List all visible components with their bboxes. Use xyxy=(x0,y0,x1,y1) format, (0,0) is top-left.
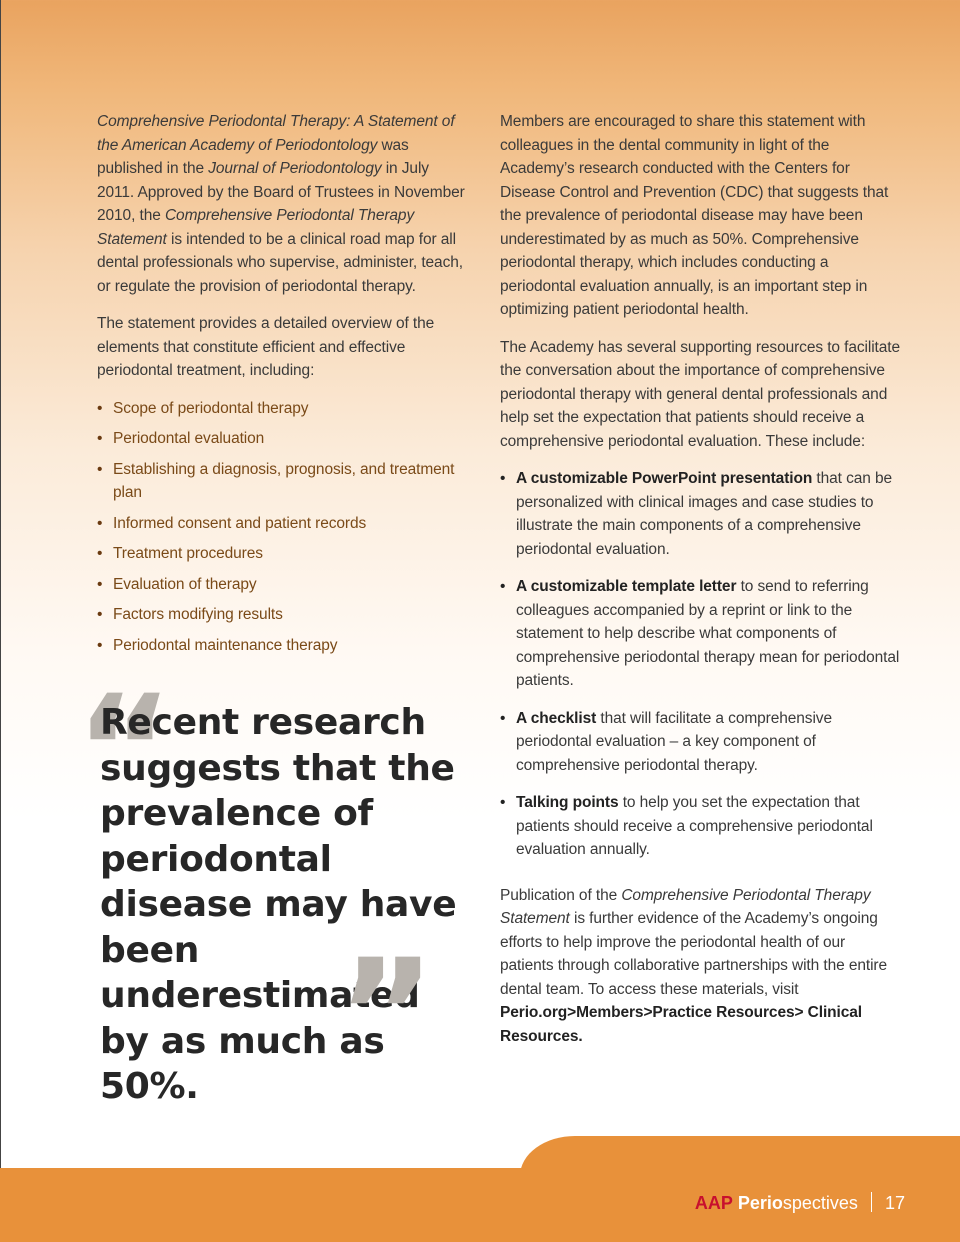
publication-text-continued: is further evidence of the Academy’s ongoing efforts to help improve the periodontal health of our patients through collaborative partnerships with the entire dental team. To access these materials, visit xyxy=(500,910,887,998)
resource-item xyxy=(500,791,900,862)
resources-list xyxy=(500,467,900,862)
intro-text: was published in the xyxy=(97,136,409,177)
publication-text: Publication of the xyxy=(500,886,622,904)
list-item: • Scope of periodontal therapy xyxy=(97,397,467,421)
left-column xyxy=(97,110,467,664)
statement-title: Comprehensive Periodontal Therapy Statement xyxy=(500,886,871,927)
right-column xyxy=(500,110,900,1062)
resource-title: A customizable template letter xyxy=(516,578,737,595)
list-item: • Periodontal evaluation xyxy=(97,427,467,451)
publication-paragraph xyxy=(500,884,900,1049)
list-item: • Establishing a diagnosis, prognosis, and treatment plan xyxy=(97,458,467,505)
footer-divider xyxy=(871,1192,872,1212)
resource-title: A checklist xyxy=(516,709,597,727)
list-item: • Informed consent and patient records xyxy=(97,512,467,536)
resource-item xyxy=(500,707,900,778)
resource-item xyxy=(500,467,900,561)
footer-perio: Perio xyxy=(737,1193,783,1213)
footer-folio xyxy=(695,1192,905,1214)
resource-title: Talking points xyxy=(516,794,619,811)
close-quote-mark: ” xyxy=(337,928,436,1102)
resources-intro-paragraph: The Academy has several supporting resources to facilitate the conversation about the importance of comprehensive periodontal therapy with general dental professionals and help set the expectation that patients should receive a comprehensive periodontal evaluation. These include: xyxy=(500,338,900,450)
open-quote-mark: “ xyxy=(75,664,174,838)
members-paragraph: Members are encouraged to share this statement with colleagues in the dental community in light of the Academy’s research conducted with the Centers for Disease Control and Prevention (CDC) that suggests that the prevalence of periodontal disease may have been underestimated by as much as 50%. Comprehensive periodontal therapy, which includes conducting a periodontal evaluation annually, is an important step in optimizing patient periodontal health. xyxy=(500,113,889,318)
page-number: 17 xyxy=(884,1193,905,1213)
intro-text: is intended to be a clinical road map for all dental professionals who supervise, administer, teach, or regulate the provision of periodontal therapy. xyxy=(97,230,463,295)
intro-text: in July 2011. Approved by the Board of Trustees in November 2010, the xyxy=(97,160,465,224)
resource-description: to send to referring colleagues accompanied by a reprint or link to the statement to help describe what components of comprehensive periodontal therapy mean for periodontal patients. xyxy=(516,578,900,689)
resource-item xyxy=(500,575,900,693)
page-edge xyxy=(0,0,1,1242)
list-item: • Factors modifying results xyxy=(97,603,467,627)
italic-title: Comprehensive Periodontal Therapy Statement xyxy=(97,207,415,248)
resource-description: to help you set the expectation that patients should receive a comprehensive periodontal evaluation annually. xyxy=(516,794,873,858)
resource-title: A customizable PowerPoint presentation xyxy=(516,470,813,487)
footer-aap: AAP xyxy=(694,1193,733,1213)
list-item: • Treatment procedures xyxy=(97,542,467,566)
italic-title: Journal of Periodontology xyxy=(208,160,382,177)
overview-paragraph: The statement provides a detailed overview of the elements that constitute efficient and effective periodontal treatment, including: xyxy=(97,315,435,379)
italic-title: Comprehensive Periodontal Therapy: A Statement of the American Academy of Periodontology xyxy=(97,113,455,154)
pull-quote xyxy=(75,664,465,1107)
resource-description: that will facilitate a comprehensive periodontal evaluation – a key component of comprehensive periodontal therapy. xyxy=(516,709,832,774)
footer-spectives: spectives xyxy=(782,1193,858,1213)
resource-path-link[interactable]: Perio.org>Members>Practice Resources> Clinical Resources. xyxy=(500,1004,862,1045)
pull-quote-text: Recent research suggests that the prevalence of periodontal disease may have been underestimated by as much as 50%. xyxy=(100,702,457,1107)
list-item: • Evaluation of therapy xyxy=(97,573,467,597)
intro-paragraph xyxy=(97,110,467,298)
resource-description: that can be personalized with clinical images and case studies to illustrate the main components of a comprehensive periodontal evaluation. xyxy=(516,470,893,558)
list-item: • Periodontal maintenance therapy xyxy=(97,634,467,658)
elements-list xyxy=(97,397,467,658)
